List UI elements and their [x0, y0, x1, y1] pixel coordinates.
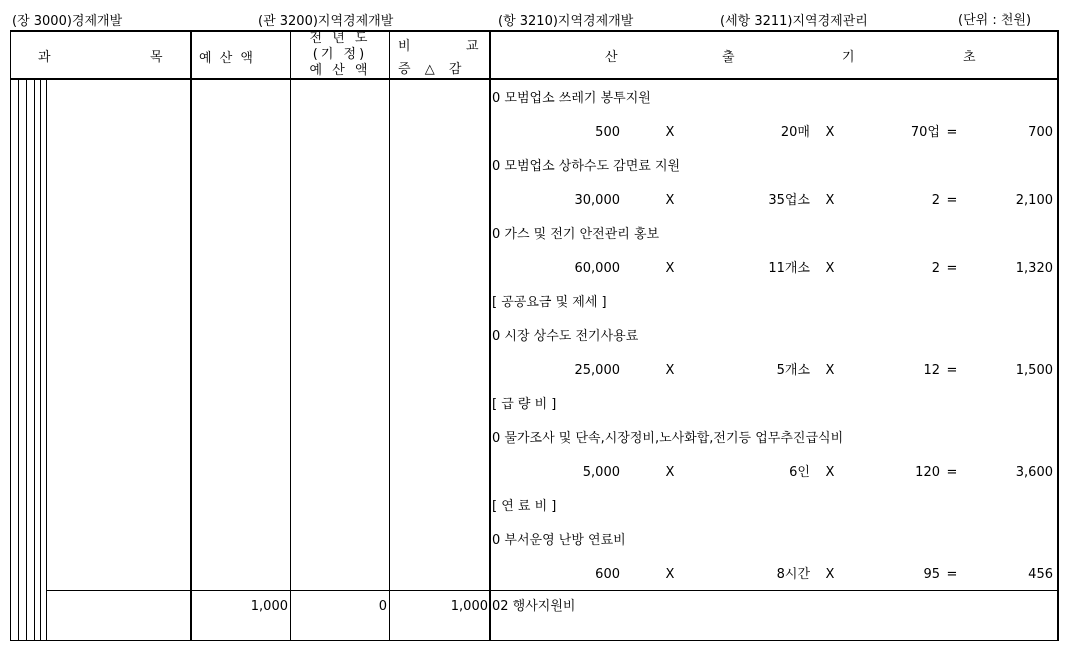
basis-calc-equals: = [946, 363, 958, 378]
basis-calc-equals: = [946, 567, 958, 582]
sub-column-line-4 [40, 80, 41, 641]
bottom-prev: 0 [378, 599, 387, 614]
column-divider-budget [190, 30, 192, 641]
header-gwan: (관 3200)지역경제개발 [258, 14, 394, 29]
basis-calc-count: 2 [931, 193, 940, 208]
col-compare-2: 증 △ 감 [398, 62, 462, 77]
basis-calc-value: 600 [595, 567, 620, 582]
right-border [1057, 30, 1059, 641]
header-hang: (항 3210)지역경제개발 [498, 14, 634, 29]
basis-calc-times: X [825, 363, 835, 378]
bottom-diff: 1,000 [450, 599, 488, 614]
basis-calc-equals: = [946, 193, 958, 208]
basis-text-line: [ 급 량 비 ] [492, 397, 557, 412]
col-basis-4: 초 [963, 50, 976, 65]
basis-calc-times: X [665, 363, 675, 378]
basis-calc-times: X [665, 125, 675, 140]
basis-calc-count: 95 [923, 567, 940, 582]
basis-text-line: 0 물가조사 및 단속,시장정비,노사화합,전기등 업무추진급식비 [492, 431, 844, 446]
col-gwamok-1: 과 [38, 50, 51, 65]
basis-calc-result: 3,600 [1015, 465, 1053, 480]
basis-calc-quantity: 8시간 [776, 567, 810, 582]
basis-calc-times: X [825, 465, 835, 480]
col-prev [291, 31, 389, 79]
sub-column-line-2 [26, 80, 27, 641]
col-compare-1a: 비 [398, 39, 411, 54]
basis-calc-result: 456 [1028, 567, 1053, 582]
col-prev-line2: (기 정) [312, 47, 368, 62]
basis-calc-quantity: 35업소 [768, 193, 810, 208]
basis-calc-result: 700 [1028, 125, 1053, 140]
basis-calc-quantity: 6인 [789, 465, 810, 480]
col-compare-1b: 교 [466, 39, 479, 54]
basis-calc-value: 500 [595, 125, 620, 140]
row-divider [46, 590, 1059, 591]
basis-calc-quantity: 5개소 [776, 363, 810, 378]
basis-calc-times: X [825, 125, 835, 140]
header-jang: (장 3000)경제개발 [12, 14, 123, 29]
basis-text-line: 0 모범업소 상하수도 감면료 지원 [492, 159, 681, 174]
col-budget: 예 산 액 [199, 51, 255, 66]
basis-calc-value: 25,000 [574, 363, 620, 378]
table-bottom-border [10, 640, 1059, 641]
basis-text-line: 0 부서운영 난방 연료비 [492, 533, 626, 548]
basis-calc-times: X [665, 193, 675, 208]
column-divider-basis [489, 30, 491, 641]
basis-calc-count: 70업 [910, 125, 940, 140]
basis-calc-equals: = [946, 261, 958, 276]
sub-column-line-3 [34, 80, 35, 641]
column-divider-prev [290, 30, 291, 641]
basis-text-line: 0 모범업소 쓰레기 봉투지원 [492, 91, 651, 106]
col-prev-line1: 전 년 도 [309, 31, 371, 46]
header-sehang: (세항 3211)지역경제관리 [720, 14, 868, 29]
basis-calc-equals: = [946, 125, 958, 140]
basis-calc-quantity: 20매 [780, 125, 810, 140]
basis-calc-times: X [665, 465, 675, 480]
basis-calc-quantity: 11개소 [768, 261, 810, 276]
sub-column-line-5 [46, 80, 47, 641]
bottom-budget: 1,000 [250, 599, 288, 614]
header-bottom-border [10, 78, 1059, 80]
basis-calc-times: X [825, 193, 835, 208]
col-prev-line3: 예 산 액 [309, 63, 371, 78]
sub-column-line-1 [18, 80, 19, 641]
basis-text-line: 0 가스 및 전기 안전관리 홍보 [492, 227, 660, 242]
basis-calc-result: 1,500 [1015, 363, 1053, 378]
col-basis-1: 산 [605, 50, 618, 65]
col-basis-3: 기 [842, 50, 855, 65]
col-gwamok-2: 목 [150, 50, 163, 65]
basis-text-line: 0 시장 상수도 전기사용료 [492, 329, 639, 344]
basis-calc-result: 2,100 [1015, 193, 1053, 208]
basis-calc-count: 120 [915, 465, 940, 480]
basis-calc-times: X [665, 261, 675, 276]
basis-calc-times: X [825, 567, 835, 582]
basis-calc-value: 30,000 [574, 193, 620, 208]
basis-calc-count: 12 [923, 363, 940, 378]
basis-calc-result: 1,320 [1015, 261, 1053, 276]
basis-calc-value: 60,000 [574, 261, 620, 276]
left-border [10, 30, 11, 641]
table-top-border [10, 30, 1059, 32]
basis-calc-equals: = [946, 465, 958, 480]
col-basis-2: 출 [722, 50, 735, 65]
bottom-item: 02 행사지원비 [492, 599, 576, 614]
column-divider-compare [389, 30, 390, 641]
basis-text-line: [ 공공요금 및 제세 ] [492, 295, 607, 310]
basis-calc-times: X [825, 261, 835, 276]
basis-calc-value: 5,000 [582, 465, 620, 480]
basis-text-line: [ 연 료 비 ] [492, 499, 557, 514]
header-unit: (단위 : 천원) [958, 13, 1032, 28]
basis-calc-count: 2 [931, 261, 940, 276]
basis-calc-times: X [665, 567, 675, 582]
